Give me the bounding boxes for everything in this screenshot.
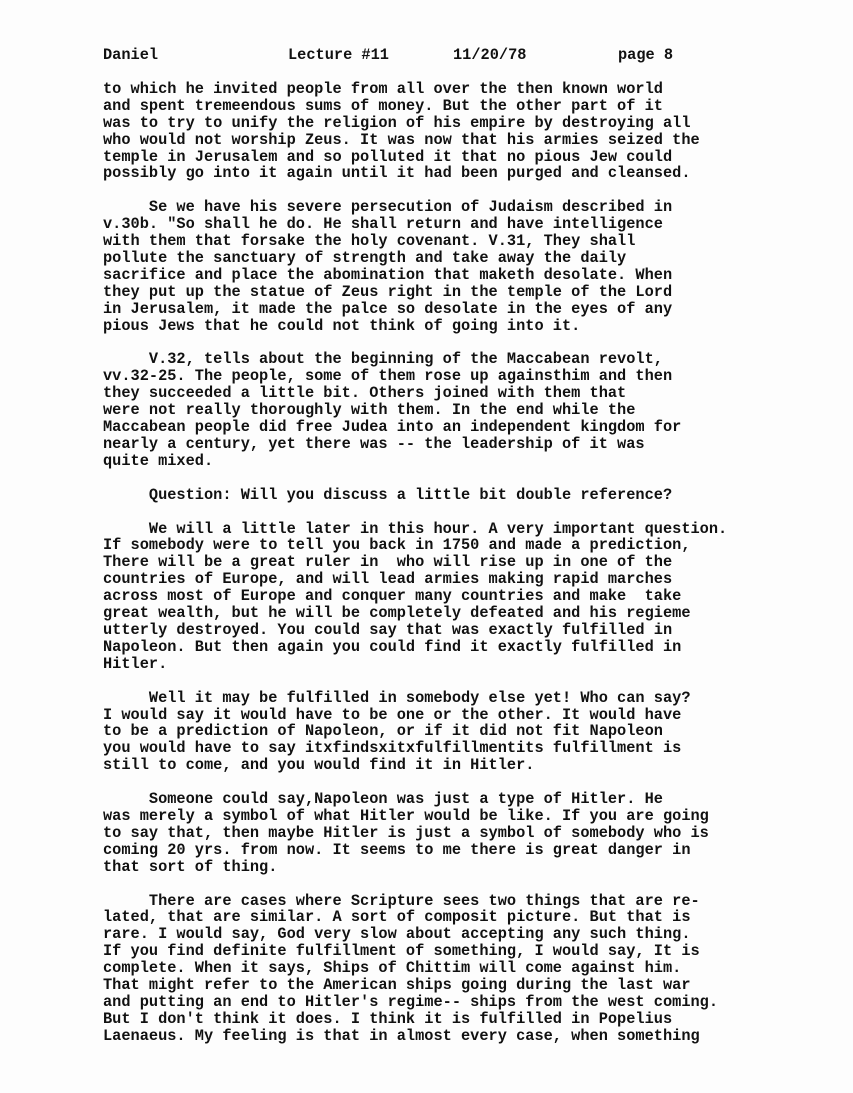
text-line: Maccabean people did free Judea into an independent kingdom for <box>103 418 682 437</box>
text-line: If somebody were to tell you back in 1750 and made a prediction, <box>103 536 691 555</box>
paragraph <box>103 521 823 673</box>
text-line: complete. When it says, Ships of Chittim will come against him. <box>103 959 682 978</box>
text-line: temple in Jerusalem and so polluted it that no pious Jew could <box>103 147 673 166</box>
paragraph <box>103 487 823 504</box>
paragraph <box>103 690 823 774</box>
text-line: That might refer to the American ships going during the last war <box>103 975 691 994</box>
lecture-body <box>103 81 823 1062</box>
text-line: Se we have his severe persecution of Judaism described in <box>103 198 673 217</box>
text-line: sacrifice and place the abomination that maketh desolate. When <box>103 265 673 284</box>
paragraph <box>103 791 823 875</box>
text-line: that sort of thing. <box>103 857 278 876</box>
text-line: pollute the sanctuary of strength and take away the daily <box>103 249 627 268</box>
page-header <box>103 47 823 65</box>
paragraph <box>103 351 823 469</box>
text-line: utterly destroyed. You could say that was exactly fulfilled in <box>103 620 673 639</box>
text-line: Question: Will you discuss a little bit double reference? <box>103 485 673 504</box>
text-line: and putting an end to Hitler's regime-- ships from the west coming. <box>103 992 719 1011</box>
text-line: in Jerusalem, it made the palce so desolate in the eyes of any <box>103 299 673 318</box>
text-line: rare. I would say, God very slow about accepting any such thing. <box>103 925 691 944</box>
text-line: But I don't think it does. I think it is fulfilled in Popelius <box>103 1009 673 1028</box>
text-line: quite mixed. <box>103 451 214 470</box>
text-line: V.32, tells about the beginning of the Maccabean revolt, <box>103 350 663 369</box>
paragraph <box>103 199 823 334</box>
header-lecture-number: Lecture #11 <box>288 46 389 64</box>
text-line: v.30b. "So shall he do. He shall return and have intelligence <box>103 215 663 234</box>
text-line: I would say it would have to be one or the other. It would have <box>103 705 682 724</box>
text-line: We will a little later in this hour. A very important question. <box>103 519 728 538</box>
text-line: pious Jews that he could not think of going into it. <box>103 316 581 335</box>
text-line: were not really thoroughly with them. In the end while the <box>103 401 636 420</box>
text-line: you would have to say itxfindsxitxfulfillmentits fulfillment is <box>103 739 682 758</box>
text-line: great wealth, but he will be completely defeated and his regieme <box>103 604 691 623</box>
text-line: Someone could say,Napoleon was just a type of Hitler. He <box>103 790 663 809</box>
text-line: possibly go into it again until it had been purged and cleansed. <box>103 164 691 183</box>
text-line: Hitler. <box>103 654 168 673</box>
text-line: still to come, and you would find it in Hitler. <box>103 756 535 775</box>
text-line: to be a prediction of Napoleon, or if it did not fit Napoleon <box>103 722 663 741</box>
text-line: vv.32-25. The people, some of them rose up againsthim and then <box>103 367 673 386</box>
text-line: lated, that are similar. A sort of composit picture. But that is <box>103 908 691 927</box>
text-line: was to try to unify the religion of his empire by destroying all <box>103 113 691 132</box>
text-line: they put up the statue of Zeus right in the temple of the Lord <box>103 282 673 301</box>
paragraph <box>103 81 823 182</box>
text-line: coming 20 yrs. from now. It seems to me there is great danger in <box>103 840 691 859</box>
header-date: 11/20/78 <box>453 46 527 64</box>
paragraph <box>103 893 823 1045</box>
text-line: to which he invited people from all over the then known world <box>103 80 663 98</box>
text-line: Laenaeus. My feeling is that in almost every case, when something <box>103 1026 700 1045</box>
text-line: There are cases where Scripture sees two things that are re- <box>103 891 700 910</box>
text-line: who would not worship Zeus. It was now that his armies seized the <box>103 130 700 149</box>
text-line: nearly a century, yet there was -- the leadership of it was <box>103 434 645 453</box>
header-course-title: Daniel <box>103 46 159 64</box>
text-line: There will be a great ruler in who will rise up in one of the <box>103 553 673 572</box>
text-line: and spent tremeendous sums of money. But the other part of it <box>103 96 663 115</box>
text-line: they succeeded a little bit. Others joined with them that <box>103 384 627 403</box>
text-line: If you find definite fulfillment of something, I would say, It is <box>103 942 700 961</box>
text-line: was merely a symbol of what Hitler would be like. If you are going <box>103 806 709 825</box>
text-line: countries of Europe, and will lead armies making rapid marches <box>103 570 673 589</box>
text-line: Well it may be fulfilled in somebody else yet! Who can say? <box>103 688 691 707</box>
text-line: to say that, then maybe Hitler is just a symbol of somebody who is <box>103 823 709 842</box>
text-line: with them that forsake the holy covenant. V.31, They shall <box>103 232 636 251</box>
header-page-number: page 8 <box>618 46 674 64</box>
text-line: Napoleon. But then again you could find it exactly fulfilled in <box>103 637 682 656</box>
text-line: across most of Europe and conquer many countries and make take <box>103 587 682 606</box>
